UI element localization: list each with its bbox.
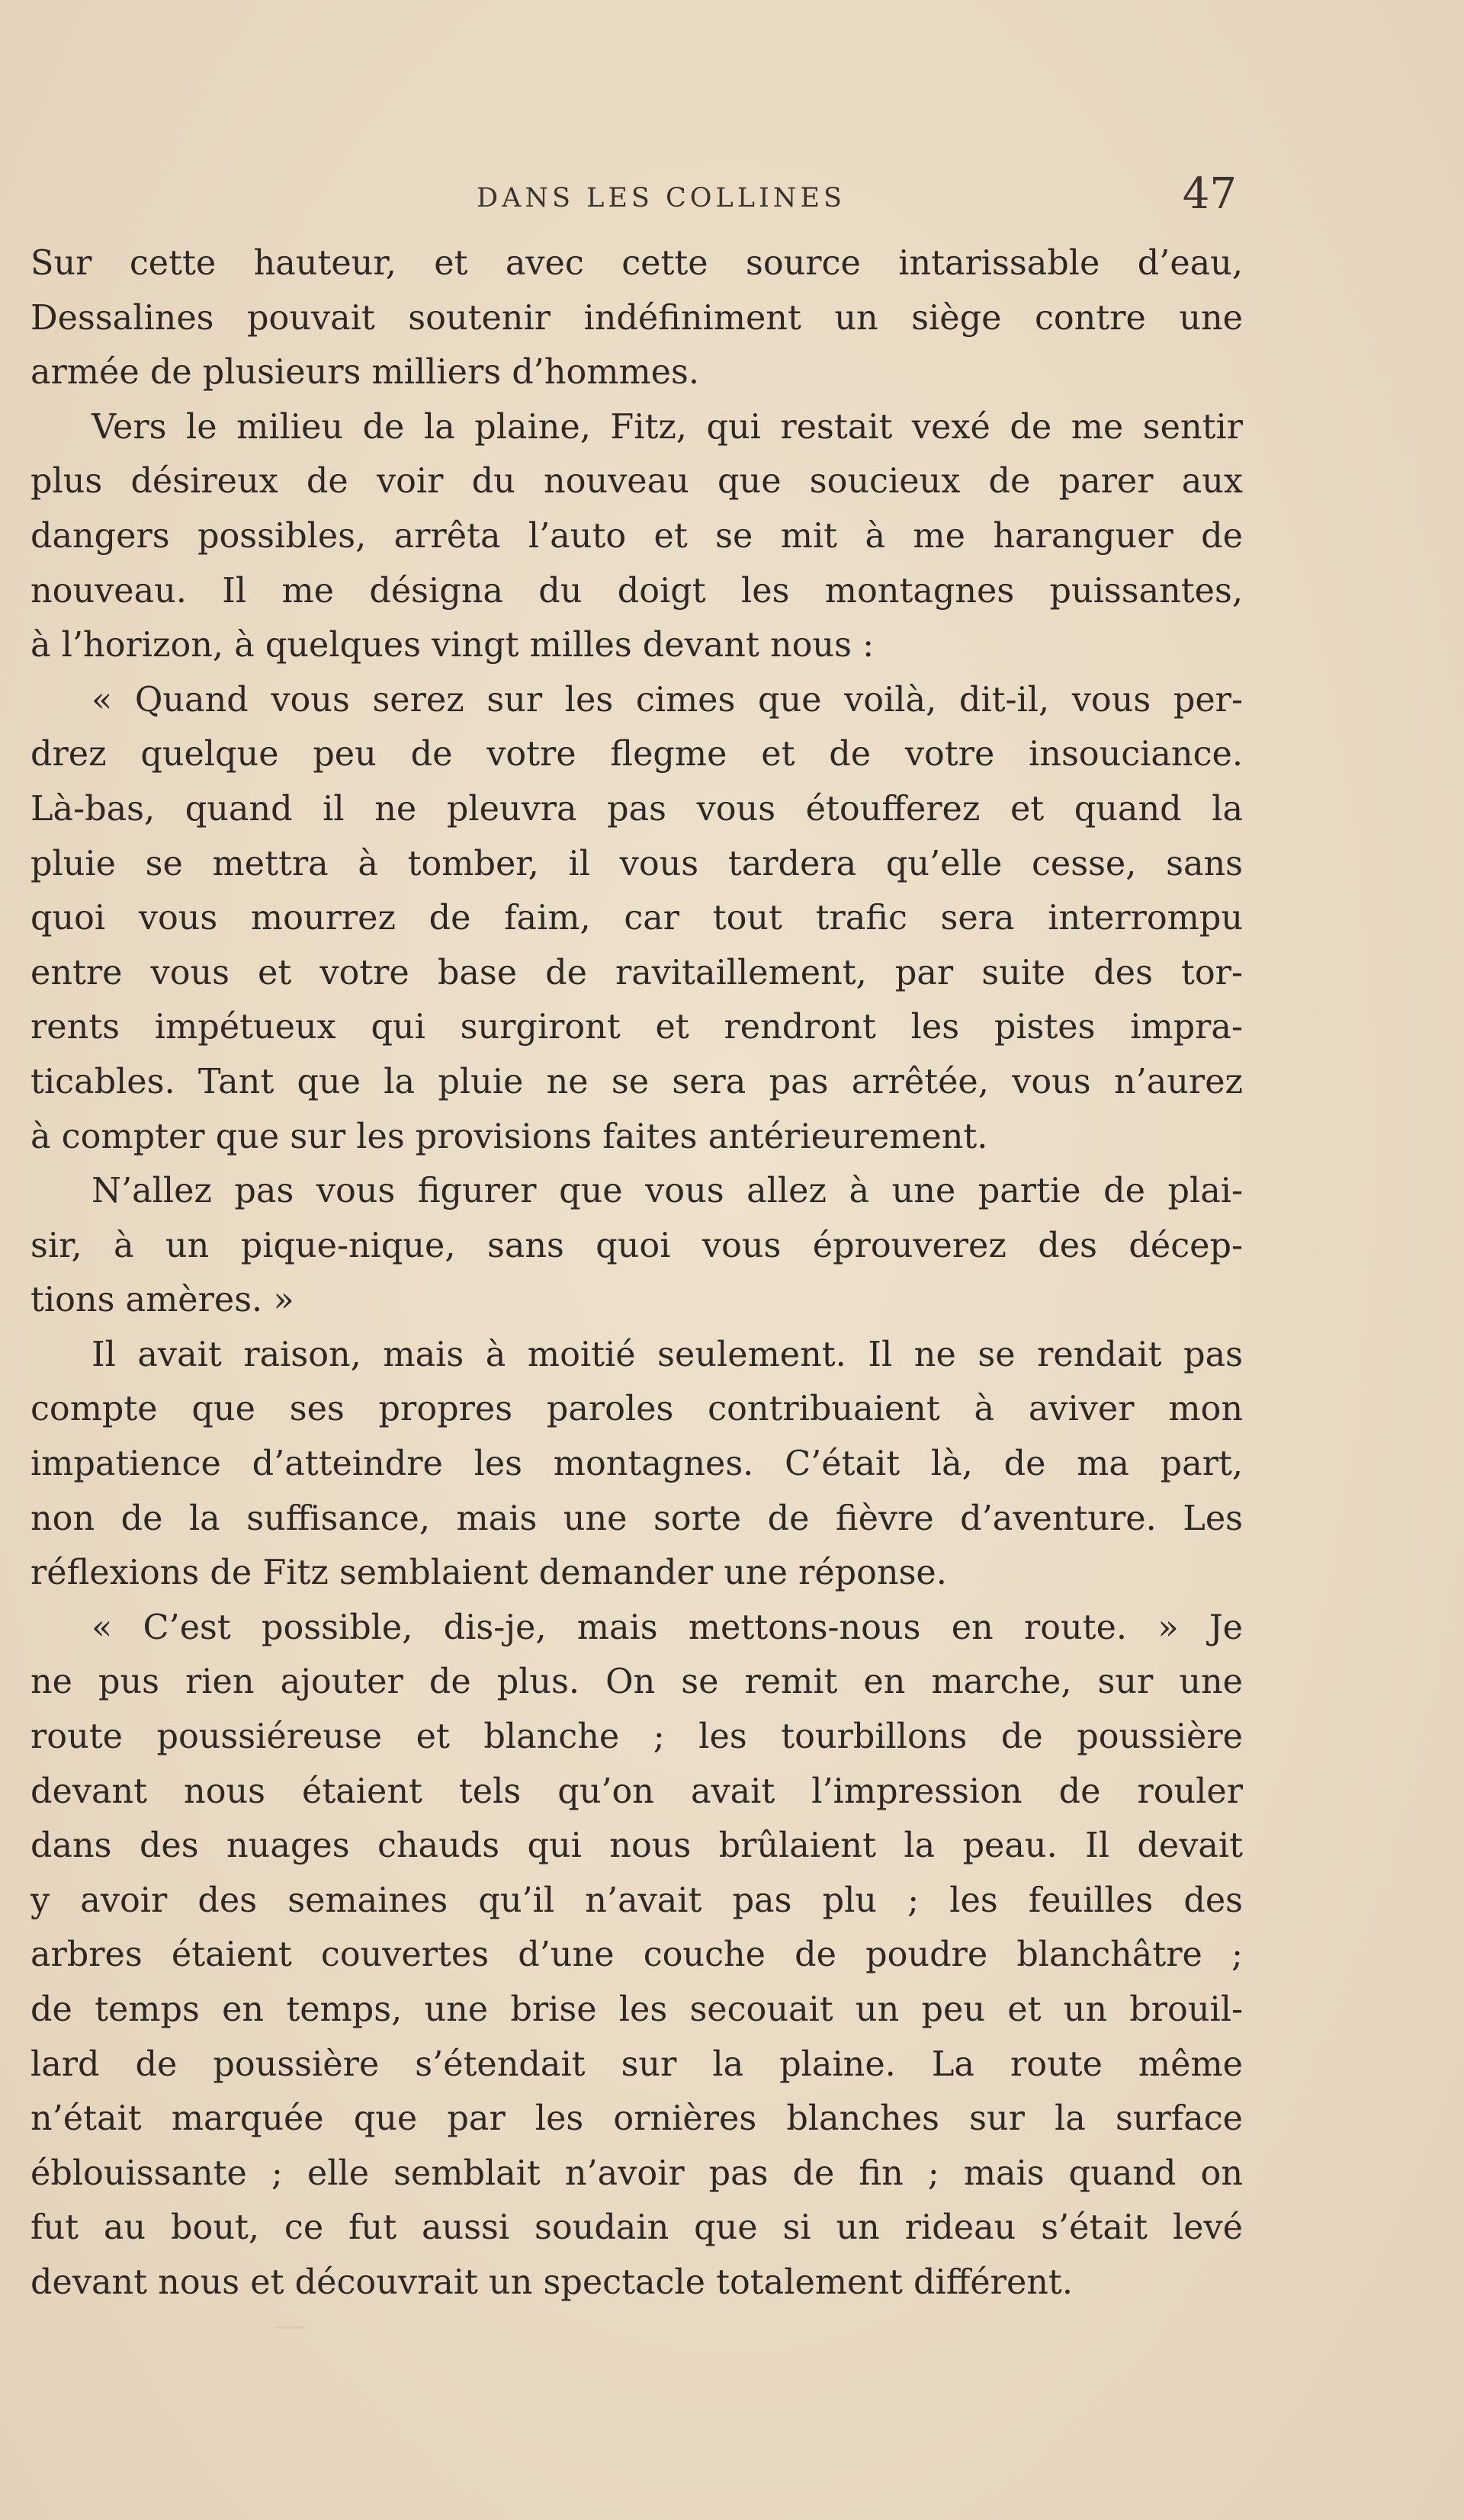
text-line: drez quelque peu de votre flegme et de votre insouciance. bbox=[30, 735, 1243, 774]
text-line: arbres étaient couvertes d’une couche de poudre blanchâtre ; bbox=[30, 1935, 1243, 1975]
text-line: compte que ses propres paroles contribuaient à aviver mon bbox=[30, 1390, 1243, 1429]
text-line: devant nous étaient tels qu’on avait l’impression de rouler bbox=[30, 1771, 1243, 1811]
text-line: armée de plusieurs milliers d’hommes. bbox=[30, 353, 699, 393]
text-line: Vers le milieu de la plaine, Fitz, qui restait vexé de me sentir bbox=[92, 407, 1243, 447]
text-line: dans des nuages chauds qui nous brûlaient la peau. Il devait bbox=[30, 1826, 1243, 1866]
text-line: « C’est possible, dis-je, mais mettons-nous en route. » Je bbox=[92, 1608, 1243, 1647]
text-line: sir, à un pique-nique, sans quoi vous éprouverez des décep- bbox=[30, 1226, 1243, 1265]
text-line: quoi vous mourrez de faim, car tout trafic sera interrompu bbox=[30, 899, 1243, 938]
text-line: pluie se mettra à tomber, il vous tardera qu’elle cesse, sans bbox=[30, 844, 1243, 883]
body-text bbox=[30, 236, 1243, 2310]
text-line: « Quand vous serez sur les cimes que voilà, dit-il, vous per- bbox=[92, 680, 1243, 720]
text-line: nouveau. Il me désigna du doigt les montagnes puissantes, bbox=[30, 571, 1243, 611]
text-line: Là-bas, quand il ne pleuvra pas vous étoufferez et quand la bbox=[30, 789, 1243, 829]
text-line: plus désireux de voir du nouveau que soucieux de parer aux bbox=[30, 462, 1243, 502]
text-line: entre vous et votre base de ravitaillement, par suite des tor- bbox=[30, 953, 1243, 992]
text-line: devant nous et découvrait un spectacle totalement différent. bbox=[30, 2262, 1073, 2302]
text-line: Sur cette hauteur, et avec cette source intarissable d’eau, bbox=[30, 244, 1243, 283]
text-line: tions amères. » bbox=[30, 1281, 294, 1320]
text-line: fut au bout, ce fut aussi soudain que si un rideau s’était levé bbox=[30, 2208, 1243, 2248]
text-line: N’allez pas vous figurer que vous allez à une partie de plai- bbox=[92, 1172, 1243, 1211]
text-line: Il avait raison, mais à moitié seulement. Il ne se rendait pas bbox=[92, 1335, 1243, 1374]
paper-mark bbox=[274, 2326, 305, 2329]
text-line: ticables. Tant que la pluie ne se sera pas arrêtée, vous n’aurez bbox=[30, 1062, 1243, 1101]
running-head bbox=[85, 169, 1237, 223]
text-line: réflexions de Fitz semblaient demander une réponse. bbox=[30, 1553, 947, 1593]
text-line: Dessalines pouvait soutenir indéfiniment un siège contre une bbox=[30, 298, 1243, 338]
text-line: à compter que sur les provisions faites antérieurement. bbox=[30, 1117, 988, 1156]
text-line: éblouissante ; elle semblait n’avoir pas de fin ; mais quand on bbox=[30, 2153, 1243, 2193]
text-line: non de la suffisance, mais une sorte de fièvre d’aventure. Les bbox=[30, 1499, 1243, 1538]
text-line: n’était marquée que par les ornières blanches sur la surface bbox=[30, 2099, 1243, 2139]
text-line: de temps en temps, une brise les secouait un peu et un brouil- bbox=[30, 1990, 1243, 2029]
text-line: y avoir des semaines qu’il n’avait pas plu ; les feuilles des bbox=[30, 1880, 1243, 1920]
text-line: à l’horizon, à quelques vingt milles devant nous : bbox=[30, 626, 875, 665]
text-line: route poussiéreuse et blanche ; les tourbillons de poussière bbox=[30, 1717, 1243, 1757]
text-line: rents impétueux qui surgiront et rendront les pistes impra- bbox=[30, 1008, 1243, 1047]
running-title: DANS LES COLLINES bbox=[477, 183, 846, 213]
text-line: impatience d’atteindre les montagnes. C’était là, de ma part, bbox=[30, 1444, 1243, 1484]
text-line: ne pus rien ajouter de plus. On se remit en marche, sur une bbox=[30, 1662, 1243, 1702]
text-line: lard de poussière s’étendait sur la plaine. La route même bbox=[30, 2044, 1243, 2084]
text-line: dangers possibles, arrêta l’auto et se mit à me haranguer de bbox=[30, 516, 1243, 556]
page-number: 47 bbox=[1182, 169, 1237, 219]
